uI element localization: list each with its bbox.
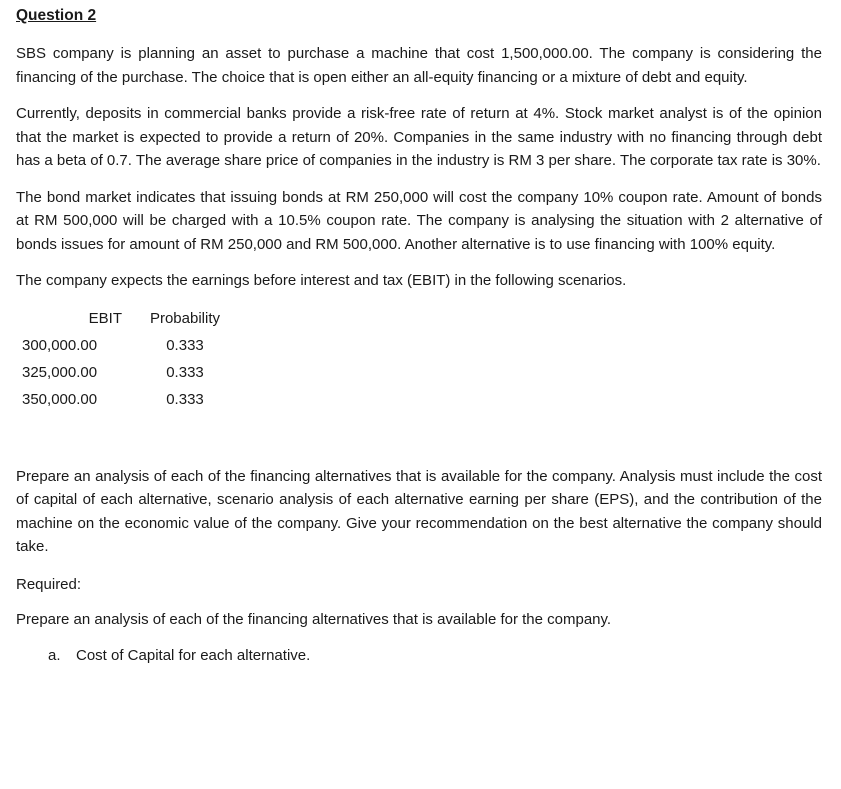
probability-header: Probability: [149, 309, 221, 327]
list-item: [48, 644, 822, 668]
ebit-value: 350,000.00: [22, 390, 98, 408]
ebit-header: EBIT: [88, 309, 122, 327]
ebit-table: [22, 305, 240, 413]
paragraph-analysis: Prepare an analysis of each of the financing alternatives that is available for the company. Analysis must include the cost of capital of each alternative, scenario analysis of each alternative earning per share (EPS), and the contribution of the machine on the economic value of the company. Give your recommendation on the best alternative the company should take.: [16, 467, 822, 555]
paragraph-required-task: Prepare an analysis of each of the financing alternatives that is available for the company.: [16, 611, 612, 628]
question-title: Question 2: [16, 7, 97, 24]
ebit-value: 325,000.00: [22, 363, 98, 381]
required-label: Required:: [16, 575, 82, 593]
list-item-text: Cost of Capital for each alternative.: [76, 646, 311, 664]
ebit-value: 300,000.00: [22, 336, 98, 354]
table-row: [22, 386, 240, 413]
paragraph-ebit-intro: The company expects the earnings before interest and tax (EBIT) in the following scenarios.: [16, 272, 627, 289]
paragraph-bonds: The bond market indicates that issuing bonds at RM 250,000 will cost the company 10% coupon rate. Amount of bonds at RM 500,000 will be charged with a 10.5% coupon rate. The company is analysing the situation with 2 alternative of bonds issues for amount of RM 250,000 and RM 500,000. Another alternative is to use financing with 100% equity.: [16, 188, 822, 253]
ebit-table-header-row: [22, 305, 240, 332]
probability-value: 0.333: [166, 336, 204, 354]
table-row: [22, 359, 240, 386]
table-row: [22, 332, 240, 359]
paragraph-purchase: SBS company is planning an asset to purchase a machine that cost 1,500,000.00. The company is considering the financing of the purchase. The choice that is open either an all-equity financing or a mixture of debt and equity.: [16, 45, 822, 86]
document-page: [16, 4, 822, 667]
probability-value: 0.333: [166, 363, 204, 381]
list-marker: a.: [48, 646, 61, 664]
probability-value: 0.333: [166, 390, 204, 408]
paragraph-market: Currently, deposits in commercial banks provide a risk-free rate of return at 4%. Stock market analyst is of the opinion that the market is expected to provide a return of 20%. Companies in the same industry with no financing through debt has a beta of 0.7. The average share price of companies in the industry is RM 3 per share. The corporate tax rate is 30%.: [16, 105, 822, 169]
